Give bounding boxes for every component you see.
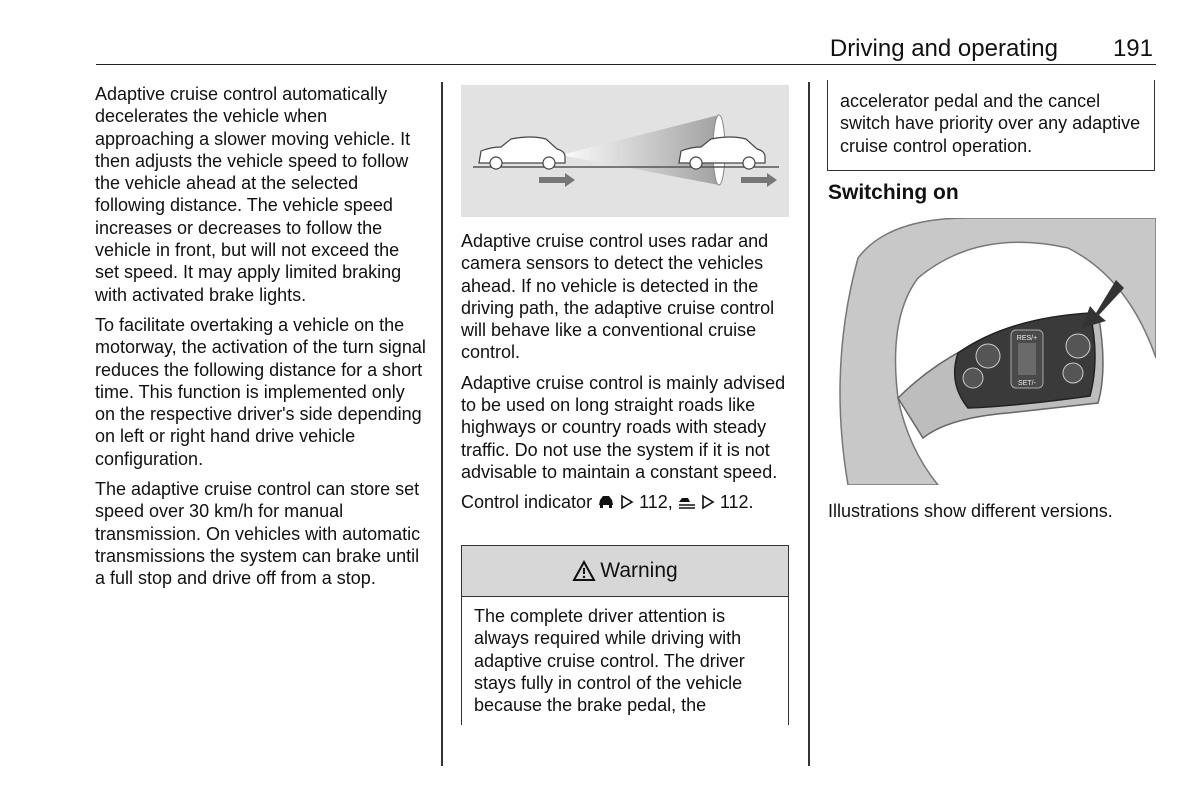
warning-text: The complete driver attention is always required while driving with adaptive cruise control. The driver stays fully in control of the vehicle because the brake pedal, the	[474, 606, 745, 716]
page-number: 191	[1112, 35, 1153, 62]
adaptive-cruise-button-icon	[1066, 334, 1090, 358]
page-reference-arrow-icon	[701, 494, 715, 510]
own-vehicle	[479, 137, 565, 169]
vehicle-ahead-icon	[597, 494, 615, 510]
control-indicator-label: Control indicator	[461, 492, 593, 513]
steering-wheel-illustration	[828, 218, 1156, 485]
control-indicator-line	[461, 491, 793, 513]
column-divider-right	[808, 82, 810, 766]
res-button-label: RES/+	[1016, 335, 1038, 342]
illustration-caption: Illustrations show different versions.	[828, 501, 1113, 521]
distance-button-icon	[976, 344, 1000, 368]
direction-arrow-icon	[539, 173, 575, 187]
cruise-cancel-button-icon	[963, 368, 983, 388]
thumb-wheel	[1018, 343, 1036, 375]
steering-wheel-svg	[828, 218, 1156, 485]
page-header	[96, 34, 1156, 65]
warning-box	[461, 545, 789, 725]
section-heading: Switching on	[828, 181, 959, 204]
paragraph: Adaptive cruise control automatically decelerates the vehicle when approaching a slower moving vehicle. It then adjusts the vehicle speed to follow the vehicle ahead at the selected following distance. The vehicle speed increases or decreases to follow the vehicle in front, but will not exceed the set speed. It may apply limited braking with activated brake lights.	[95, 84, 411, 305]
warning-triangle-icon	[572, 560, 596, 582]
page-reference: 112.	[719, 492, 754, 513]
page-reference-arrow-icon	[620, 494, 634, 510]
adaptive-cruise-icon	[678, 494, 696, 510]
set-button-label: SET/-	[1018, 380, 1036, 387]
direction-arrow-icon	[741, 173, 777, 187]
column-1	[95, 83, 427, 598]
warning-title: Warning	[600, 559, 678, 582]
page-reference: 112,	[639, 492, 673, 513]
paragraph: Adaptive cruise control is mainly advised to be used on long straight roads like highways or country roads with steady traffic. Do not use the system if it is not advisable to maintain a constant speed.	[461, 372, 786, 482]
paragraph: The adaptive cruise control can store set speed over 30 km/h for manual transmission. On vehicles with automatic transmissions the system can brake until a full stop and drive off from a stop.	[95, 479, 421, 589]
warning-header	[462, 546, 788, 597]
paragraph: To facilitate overtaking a vehicle on the motorway, the activation of the turn signal reduces the following distance for a short time. This function is implemented only on the respective driver's side depending on left or right hand drive vehicle configuration.	[95, 314, 426, 469]
column-2	[461, 230, 793, 522]
radar-scene-svg	[461, 85, 789, 217]
speed-limiter-button-icon	[1063, 363, 1083, 383]
paragraph: Adaptive cruise control uses radar and camera sensors to detect the vehicles ahead. If no vehicle is detected in the driving path, the adaptive cruise control will behave like a conventional cruise control.	[461, 231, 775, 363]
section-title: Driving and operating	[829, 35, 1058, 62]
radar-detection-illustration	[461, 85, 789, 217]
warning-continued-box: accelerator pedal and the cancel switch have priority over any adaptive cruise control operation.	[827, 80, 1155, 171]
column-divider-left	[441, 82, 443, 766]
